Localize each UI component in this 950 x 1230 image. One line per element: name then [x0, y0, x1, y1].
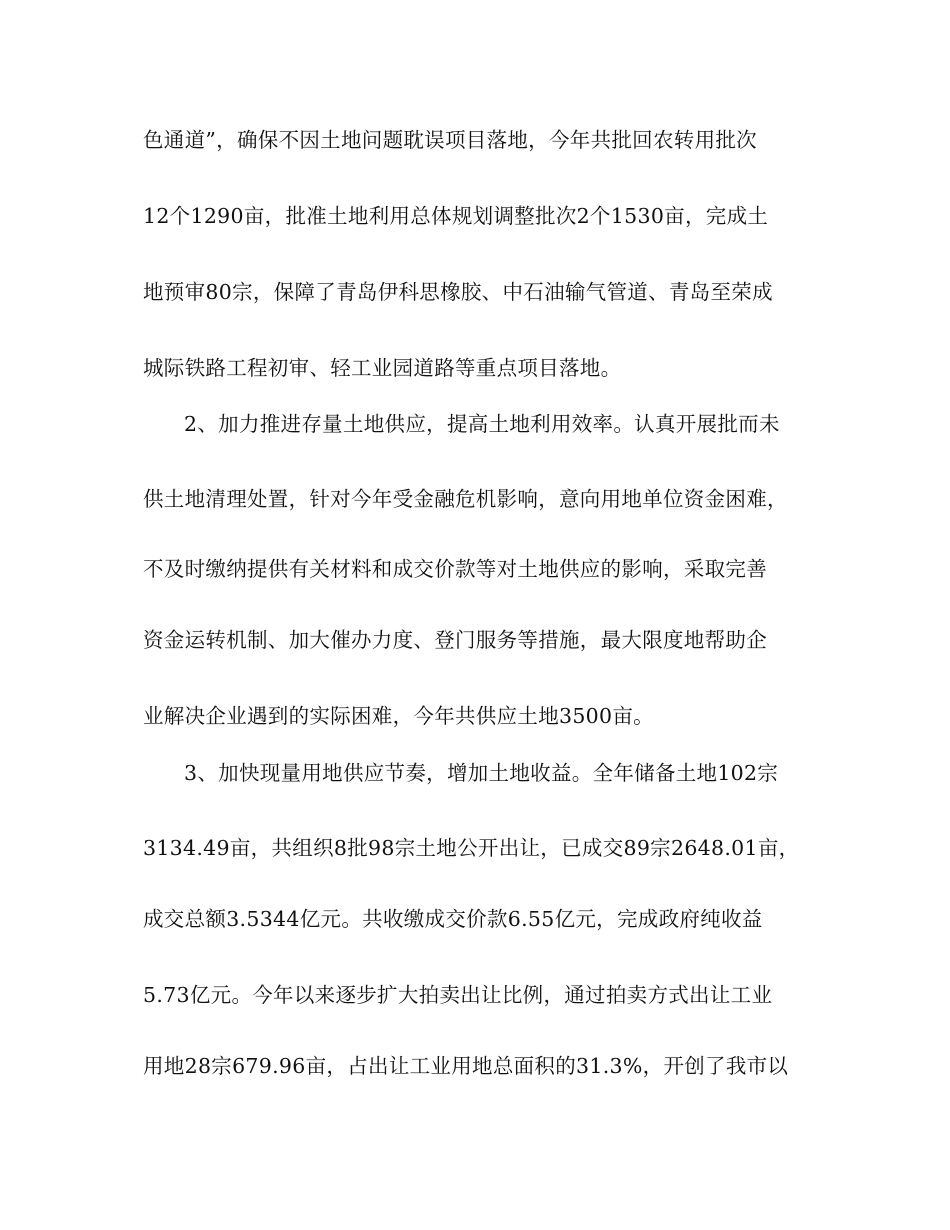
- text-line-2: 12个1290亩，批准土地利用总体规划调整批次2个1530亩，完成土: [143, 204, 769, 228]
- text-line-13: 5.73亿元。今年以来逐步扩大拍卖出让比例，通过拍卖方式出让工业: [143, 983, 773, 1007]
- text-line-11: 3134.49亩，共组织8批98宗土地公开出让，已成交89宗2648.01亩，: [143, 836, 800, 860]
- text-line-10: 3、加快现量用地供应节奏，增加土地收益。全年储备土地102宗: [184, 761, 779, 785]
- text-line-3: 地预审80宗，保障了青岛伊科思橡胶、中石油输气管道、青岛至荣成: [143, 280, 773, 304]
- text-line-6: 供土地清理处置，针对今年受金融危机影响，意向用地单位资金困难，: [143, 487, 788, 511]
- text-line-12: 成交总额3.5344亿元。共收缴成交价款6.55亿元，完成政府纯收益: [143, 907, 763, 931]
- text-line-5: 2、加力推进存量土地供应，提高土地利用效率。认真开展批而未: [184, 412, 780, 436]
- text-line-7: 不及时缴纳提供有关材料和成交价款等对土地供应的影响，采取完善: [143, 557, 767, 581]
- text-line-4: 城际铁路工程初审、轻工业园道路等重点项目落地。: [143, 356, 622, 380]
- text-line-14: 用地28宗679.96亩，占出让工业用地总面积的31.3%，开创了我市以: [143, 1054, 789, 1078]
- text-line-1: 色通道”，确保不因土地问题耽误项目落地，今年共批回农转用批次: [143, 128, 757, 152]
- text-line-9: 业解决企业遇到的实际困难，今年共供应土地3500亩。: [143, 704, 654, 728]
- text-line-8: 资金运转机制、加大催办力度、登门服务等措施，最大限度地帮助企: [143, 628, 767, 652]
